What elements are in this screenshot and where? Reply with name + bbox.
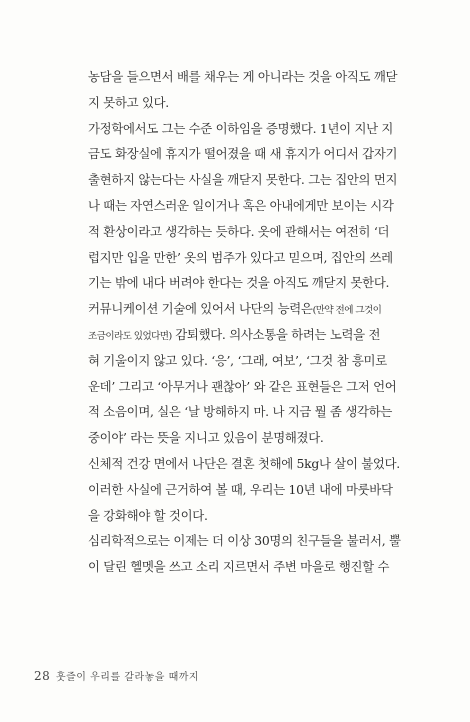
text-line: 이 달린 헬멧을 쓰고 소리 지르면서 주변 마을로 행진할 수 xyxy=(88,559,390,575)
text-line: 기는 밖에 내다 버려야 한다는 것을 아직도 깨닫지 못한다. xyxy=(88,275,390,291)
text-line xyxy=(88,322,393,348)
text-line: 농담을 들으면서 배를 채우는 게 아니라는 것을 아직도 깨닫 xyxy=(88,69,398,84)
text-line: 을 강화해야 할 것이다. xyxy=(88,507,208,523)
body-text xyxy=(88,64,401,580)
small-text-run: 조금이라도 있었다면) xyxy=(88,330,172,342)
text-line: 럽지만 입을 만한’ 옷의 범주가 있다고 믿으며, 집안의 쓰레 xyxy=(88,249,393,265)
text-line: 적 소음이며, 실은 ‘날 방해하지 마. 나 지금 뭘 좀 생각하는 xyxy=(88,404,393,420)
text-line: 운데’ 그리고 ‘아무거나 괜찮아’ 와 같은 표현들은 그저 언어 xyxy=(88,378,397,394)
text-run: 커뮤니케이션 기술에 있어서 나단의 능력은 xyxy=(88,301,313,317)
text-line: 적 환상이라고 생각하는 듯하다. 옷에 관해서는 여전히 ‘더 xyxy=(88,223,390,239)
text-line xyxy=(88,296,393,322)
text-line: 혀 기울이지 않고 있다. ‘응’, ‘그래, 여보’, ‘그것 참 흥미로 xyxy=(88,352,387,368)
text-line: 지 못하고 있다. xyxy=(88,94,169,110)
running-title: 훗즐이 우리를 갈라놓을 때까지 xyxy=(55,672,200,683)
small-text-run: (만약 전에 그것이 xyxy=(312,305,382,317)
text-line: 중이야’ 라는 뜻을 지니고 있음이 분명해졌다. xyxy=(88,430,324,446)
text-line: 이러한 사실에 근거하여 볼 때, 우리는 10년 내에 마룻바닥 xyxy=(88,481,393,497)
page-number: 28 xyxy=(34,669,51,683)
text-line: 나 때는 자연스러운 일이거나 혹은 아내에게만 보이는 시각 xyxy=(88,197,394,213)
text-line: 금도 화장실에 휴지가 떨어졌을 때 새 휴지가 어디서 갑자기 xyxy=(88,146,398,162)
text-run: 감퇴했다. 의사소통을 하려는 노력을 전 xyxy=(171,326,381,342)
text-line: 신체적 건강 면에서 나단은 결혼 첫해에 5kg나 살이 불었다. xyxy=(88,455,400,471)
text-line: 출현하지 않는다는 사실을 깨닫지 못한다. 그는 집안의 먼지 xyxy=(88,172,398,188)
text-line: 심리학적으로는 이제는 더 이상 30명의 친구들을 불러서, 뿔 xyxy=(88,533,401,549)
page-footer xyxy=(34,668,199,683)
text-line: 가정학에서도 그는 수준 이하임을 증명했다. 1년이 지난 지 xyxy=(88,120,394,136)
